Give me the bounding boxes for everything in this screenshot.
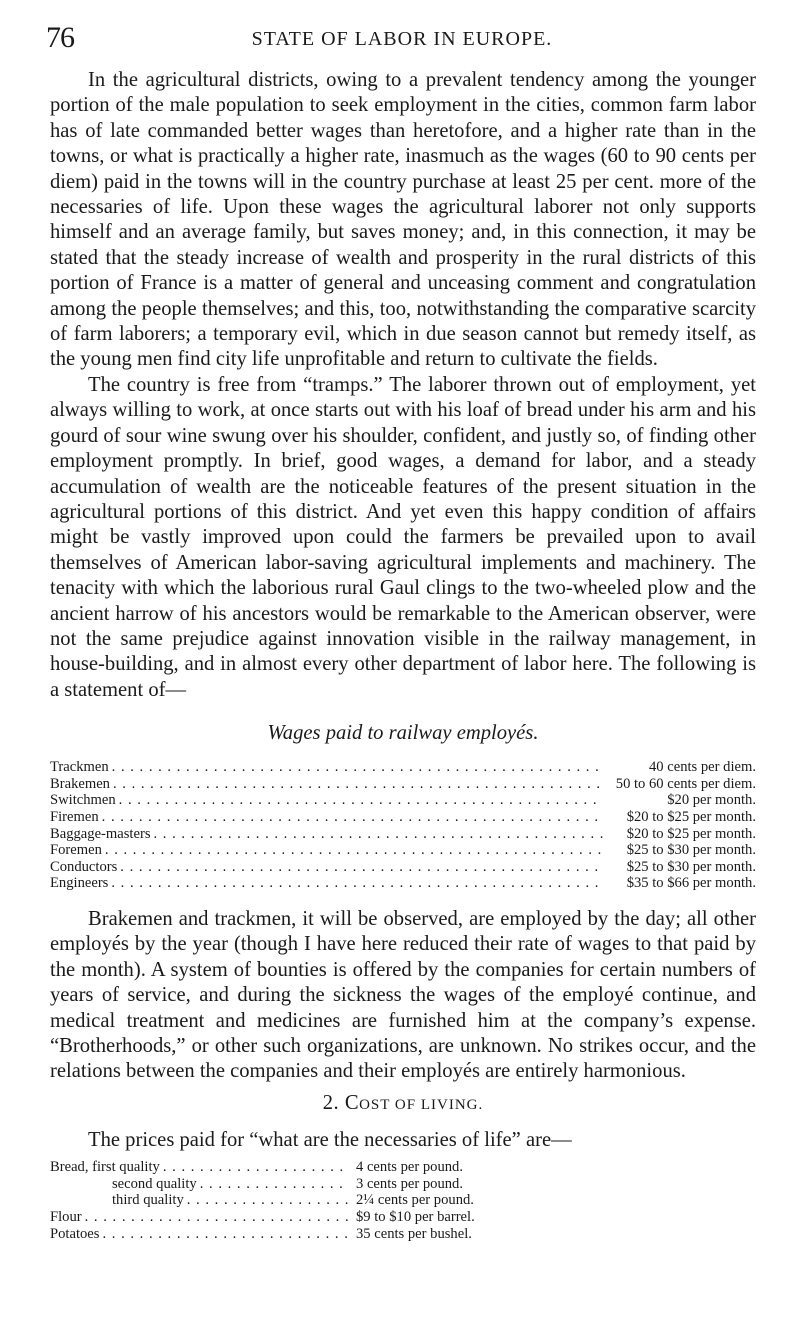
leader-dots	[85, 1209, 349, 1226]
row-value: $20 to $25 per month.	[626, 808, 756, 825]
table-row	[50, 1192, 556, 1209]
running-title: STATE OF LABOR IN EUROPE.	[251, 28, 553, 50]
page-header	[46, 20, 758, 56]
section-title-rest: OST OF LIVING.	[359, 1096, 484, 1113]
table-row	[50, 759, 756, 776]
row-value: $9 to $10 per barrel.	[356, 1208, 475, 1225]
table-row	[50, 842, 756, 859]
table-row	[50, 776, 756, 793]
section-title-initial: C	[344, 1091, 360, 1114]
table-row	[50, 792, 756, 809]
table-row	[50, 826, 756, 843]
leader-dots	[113, 776, 603, 793]
row-value: $20 per month.	[667, 792, 756, 809]
body-text	[50, 68, 756, 1242]
row-value: $25 to $30 per month.	[626, 858, 756, 875]
table-row	[50, 1176, 556, 1193]
leader-dots	[105, 842, 603, 859]
row-label: Bread, first quality	[50, 1159, 160, 1176]
leader-dots	[200, 1176, 349, 1193]
row-value: $35 to $66 per month.	[626, 875, 756, 892]
paragraph-agriculture: In the agricultural districts, owing to a prevalent tendency among the younger portion of the male population to seek employment in the cities, common farm labor has of late commanded better wages than heretofore, and a higher rate than in the towns, or what is practically a higher rate, inasmuch as the wages (60 to 90 cents per diem) paid in the towns will in the country purchase at least 25 per cent. more of the necessaries of life. Upon these wages the agricultural laborer not only supports himself and an average family, but saves money; and, in this connection, it may be stated that the steady increase of wealth and prosperity in the rural districts of this portion of France is a matter of general and unceasing comment and congratulation among the people themselves; and this, too, notwithstanding the comparative scarcity of farm laborers; a temporary evil, which in due season cannot but remedy itself, as the young men find city life unprofitable and return to cultivate the fields.	[50, 69, 756, 371]
wages-table-caption: Wages paid to railway employés.	[267, 722, 539, 745]
table-row	[50, 809, 756, 826]
row-value: $20 to $25 per month.	[626, 825, 756, 842]
leader-dots	[111, 875, 603, 892]
wages-table	[50, 759, 756, 892]
row-value: 50 to 60 cents per diem.	[615, 775, 756, 792]
leader-dots	[119, 792, 603, 809]
table-row	[50, 1226, 556, 1243]
row-value: 3 cents per pound.	[356, 1175, 463, 1192]
row-label: Foremen	[50, 842, 102, 859]
row-label: Trackmen	[50, 759, 109, 776]
paragraph-employes: Brakemen and trackmen, it will be observed, are employed by the day; all other employés by the year (though I have here reduced their rate of wages to that paid by the month). A system of bounties is offered by the companies for certain numbers of years of service, and during the sickness the wages of the employé continue, and medical treatment and medicines are furnished him at the company’s expense. “Brotherhoods,” or other such organizations, are unknown. No strikes occur, and the relations between the companies and their employés are entirely harmonious.	[50, 907, 756, 1083]
leader-dots	[120, 859, 603, 876]
row-label: Potatoes	[50, 1225, 100, 1242]
prices-table	[50, 1159, 556, 1242]
row-label: Conductors	[50, 858, 118, 875]
section-number: 2.	[322, 1091, 340, 1114]
table-row	[50, 859, 756, 876]
row-label: Switchmen	[50, 792, 116, 809]
leader-dots	[102, 809, 603, 826]
leader-dots	[163, 1159, 349, 1176]
row-value: 40 cents per diem.	[649, 759, 756, 776]
row-label: Engineers	[50, 875, 109, 892]
row-value: $25 to $30 per month.	[626, 842, 756, 859]
table-row	[50, 1159, 556, 1176]
row-label: Flour	[50, 1208, 82, 1225]
page-number: 76	[46, 21, 74, 54]
row-label: Firemen	[50, 808, 99, 825]
prices-intro: The prices paid for “what are the necessaries of life” are—	[88, 1128, 572, 1151]
row-label: second quality	[112, 1175, 197, 1192]
leader-dots	[112, 759, 603, 776]
row-label: third quality	[112, 1192, 184, 1209]
row-value: 35 cents per bushel.	[356, 1225, 472, 1242]
row-label: Brakemen	[50, 775, 110, 792]
paragraph-tramps: The country is free from “tramps.” The laborer thrown out of employment, yet always willing to work, at once starts out with his loaf of bread under his arm and his gourd of sour wine swung over his shoulder, confident, and justly so, of finding other employment promptly. In brief, good wages, a demand for labor, and a steady accumulation of wealth are the noticeable features of the present situation in the agricultural portions of this district. And yet even this happy condition of affairs might be vastly improved upon could the farmers be prevailed upon to avail themselves of American labor-saving agricultural implements and machinery. The tenacity with which the laborious rural Gaul clings to the two-wheeled plow and the ancient harrow of his ancestors would be remarkable to the American observer, were not the same prejudice against innovation visible in the railway management, in house-building, and in almost every other department of labor here. The following is a statement of—	[50, 373, 756, 701]
leader-dots	[102, 1226, 349, 1243]
row-value: 4 cents per pound.	[356, 1159, 463, 1176]
row-value: 2¼ cents per pound.	[356, 1192, 474, 1209]
table-row	[50, 875, 756, 892]
section-heading	[50, 1090, 756, 1118]
table-row	[50, 1209, 556, 1226]
leader-dots	[187, 1192, 349, 1209]
row-label: Baggage-masters	[50, 825, 151, 842]
leader-dots	[154, 826, 604, 843]
